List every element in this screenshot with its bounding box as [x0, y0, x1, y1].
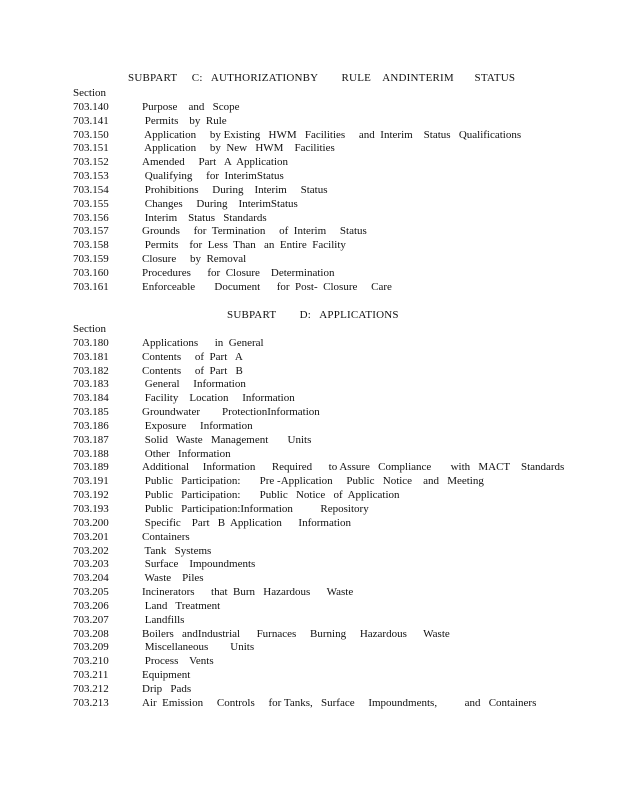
section-entry	[73, 628, 564, 642]
section-title: Air Emission Controls for Tanks, Surface Impoundments, and Containers	[142, 696, 537, 709]
section-title: Landfills	[142, 613, 185, 626]
section-entry	[73, 225, 521, 239]
section-number: 703.158	[73, 239, 109, 252]
section-number: 703.157	[73, 225, 109, 238]
section-title: Changes During InterimStatus	[142, 197, 298, 210]
section-number: 703.159	[73, 253, 109, 266]
section-number: 703.156	[73, 211, 109, 224]
section-entry	[73, 655, 564, 669]
section-number: 703.155	[73, 197, 109, 210]
section-entry	[73, 434, 564, 448]
section-entry	[73, 683, 564, 697]
section-entry	[73, 420, 564, 434]
section-number: 703.191	[73, 475, 109, 488]
section-title: Facility Location Information	[142, 392, 295, 405]
section-number: 703.152	[73, 156, 109, 169]
section-entry	[73, 212, 521, 226]
section-entry	[73, 253, 521, 267]
section-entry	[73, 129, 521, 143]
section-number: 703.206	[73, 599, 109, 612]
section-number: 703.183	[73, 378, 109, 391]
section-entry	[73, 572, 564, 586]
section-title: Qualifying for InterimStatus	[142, 170, 284, 183]
section-title: Procedures for Closure Determination	[142, 266, 335, 279]
section-number: 703.204	[73, 572, 109, 585]
section-entry	[73, 101, 521, 115]
section-title: Contents of Part B	[142, 364, 243, 377]
section-number: 703.203	[73, 558, 109, 571]
section-number: 703.150	[73, 128, 109, 141]
section-number: 703.141	[73, 114, 109, 127]
subpart-c-title: SUBPART C: AUTHORIZATIONBY RULE ANDINTERIM STATUS	[128, 72, 516, 84]
section-title: Waste Piles	[142, 572, 204, 585]
section-entry	[73, 351, 564, 365]
section-number: 703.207	[73, 613, 109, 626]
section-column-label: Section	[73, 323, 106, 335]
section-entry	[73, 641, 564, 655]
section-number: 703.184	[73, 392, 109, 405]
section-title: Enforceable Document for Post- Closure Care	[142, 280, 392, 293]
section-entry	[73, 545, 564, 559]
section-entry	[73, 378, 564, 392]
section-entry	[73, 337, 564, 351]
section-entry	[73, 531, 564, 545]
section-number: 703.202	[73, 544, 109, 557]
section-entry	[73, 267, 521, 281]
section-number: 703.213	[73, 696, 109, 709]
section-number: 703.212	[73, 682, 109, 695]
section-title: Contents of Part A	[142, 350, 243, 363]
section-entry	[73, 406, 564, 420]
section-title: Closure by Removal	[142, 253, 247, 266]
section-number: 703.192	[73, 489, 109, 502]
section-title: Surface Impoundments	[142, 558, 256, 571]
section-entry	[73, 239, 521, 253]
section-title: Public Participation: Pre -Application Public Notice and Meeting	[142, 475, 484, 488]
section-number: 703.193	[73, 502, 109, 515]
section-title: Boilers andIndustrial Furnaces Burning Hazardous Waste	[142, 627, 450, 640]
section-entry	[73, 281, 521, 295]
section-entry	[73, 142, 521, 156]
section-title: Prohibitions During Interim Status	[142, 183, 328, 196]
section-entry	[73, 558, 564, 572]
section-title: Public Participation:Information Repository	[142, 502, 369, 515]
section-title: Exposure Information	[142, 419, 253, 432]
section-number: 703.201	[73, 530, 109, 543]
section-entry	[73, 170, 521, 184]
section-entry	[73, 517, 564, 531]
section-number: 703.153	[73, 170, 109, 183]
section-number: 703.161	[73, 280, 109, 293]
subpart-c-section-list	[73, 87, 521, 295]
section-title: Grounds for Termination of Interim Status	[142, 225, 367, 238]
section-number: 703.182	[73, 364, 109, 377]
section-column-label: Section	[73, 87, 106, 99]
section-entry	[73, 475, 564, 489]
section-title: Groundwater ProtectionInformation	[142, 406, 320, 419]
section-entry	[73, 489, 564, 503]
section-title: Permits by Rule	[142, 114, 227, 127]
section-title: Other Information	[142, 447, 231, 460]
section-number: 703.189	[73, 461, 109, 474]
section-title: Application by Existing HWM Facilities and Interim Status Qualifications	[142, 128, 522, 141]
section-title: Specific Part B Application Information	[142, 516, 351, 529]
section-number: 703.208	[73, 627, 109, 640]
section-title: Drip Pads	[142, 682, 192, 695]
section-number: 703.187	[73, 433, 109, 446]
section-title: Miscellaneous Units	[142, 641, 255, 654]
section-number: 703.211	[73, 669, 109, 682]
section-number: 703.151	[73, 142, 109, 155]
subpart-d-section-list	[73, 323, 564, 711]
section-entry	[73, 503, 564, 517]
section-number: 703.160	[73, 266, 109, 279]
section-title: Amended Part A Application	[142, 156, 289, 169]
section-number: 703.181	[73, 350, 109, 363]
section-title: Land Treatment	[142, 599, 221, 612]
section-entry	[73, 697, 564, 711]
section-title: Additional Information Required to Assure Compliance with MACT Standards	[142, 461, 565, 474]
section-number: 703.140	[73, 100, 109, 113]
section-number: 703.188	[73, 447, 109, 460]
section-entry	[73, 614, 564, 628]
section-entry	[73, 600, 564, 614]
section-number: 703.205	[73, 586, 109, 599]
subpart-d-title: SUBPART D: APPLICATIONS	[227, 309, 399, 321]
section-entry	[73, 461, 564, 475]
section-title: Incinerators that Burn Hazardous Waste	[142, 586, 354, 599]
section-entry	[73, 586, 564, 600]
section-entry	[73, 669, 564, 683]
section-entry	[73, 198, 521, 212]
section-entry	[73, 392, 564, 406]
section-title: Solid Waste Management Units	[142, 433, 312, 446]
section-number: 703.210	[73, 655, 109, 668]
section-title: Containers	[142, 530, 190, 543]
subpart-d-rows	[73, 337, 564, 711]
section-title: Tank Systems	[142, 544, 212, 557]
section-entry	[73, 365, 564, 379]
section-title: Public Participation: Public Notice of Application	[142, 489, 400, 502]
section-title: Equipment	[142, 669, 191, 682]
section-title: Process Vents	[142, 655, 214, 668]
section-title: Applications in General	[142, 336, 264, 349]
subpart-c-rows	[73, 101, 521, 295]
section-entry	[73, 184, 521, 198]
section-entry	[73, 115, 521, 129]
section-number: 703.186	[73, 419, 109, 432]
section-number: 703.209	[73, 641, 109, 654]
section-number: 703.154	[73, 183, 109, 196]
section-number: 703.185	[73, 406, 109, 419]
section-number: 703.200	[73, 516, 109, 529]
section-title: Permits for Less Than an Entire Facility	[142, 239, 346, 252]
section-number: 703.180	[73, 336, 109, 349]
section-entry	[73, 156, 521, 170]
section-entry	[73, 448, 564, 462]
section-title: General Information	[142, 378, 246, 391]
section-title: Application by New HWM Facilities	[142, 142, 335, 155]
section-title: Interim Status Standards	[142, 211, 267, 224]
section-title: Purpose and Scope	[142, 100, 240, 113]
